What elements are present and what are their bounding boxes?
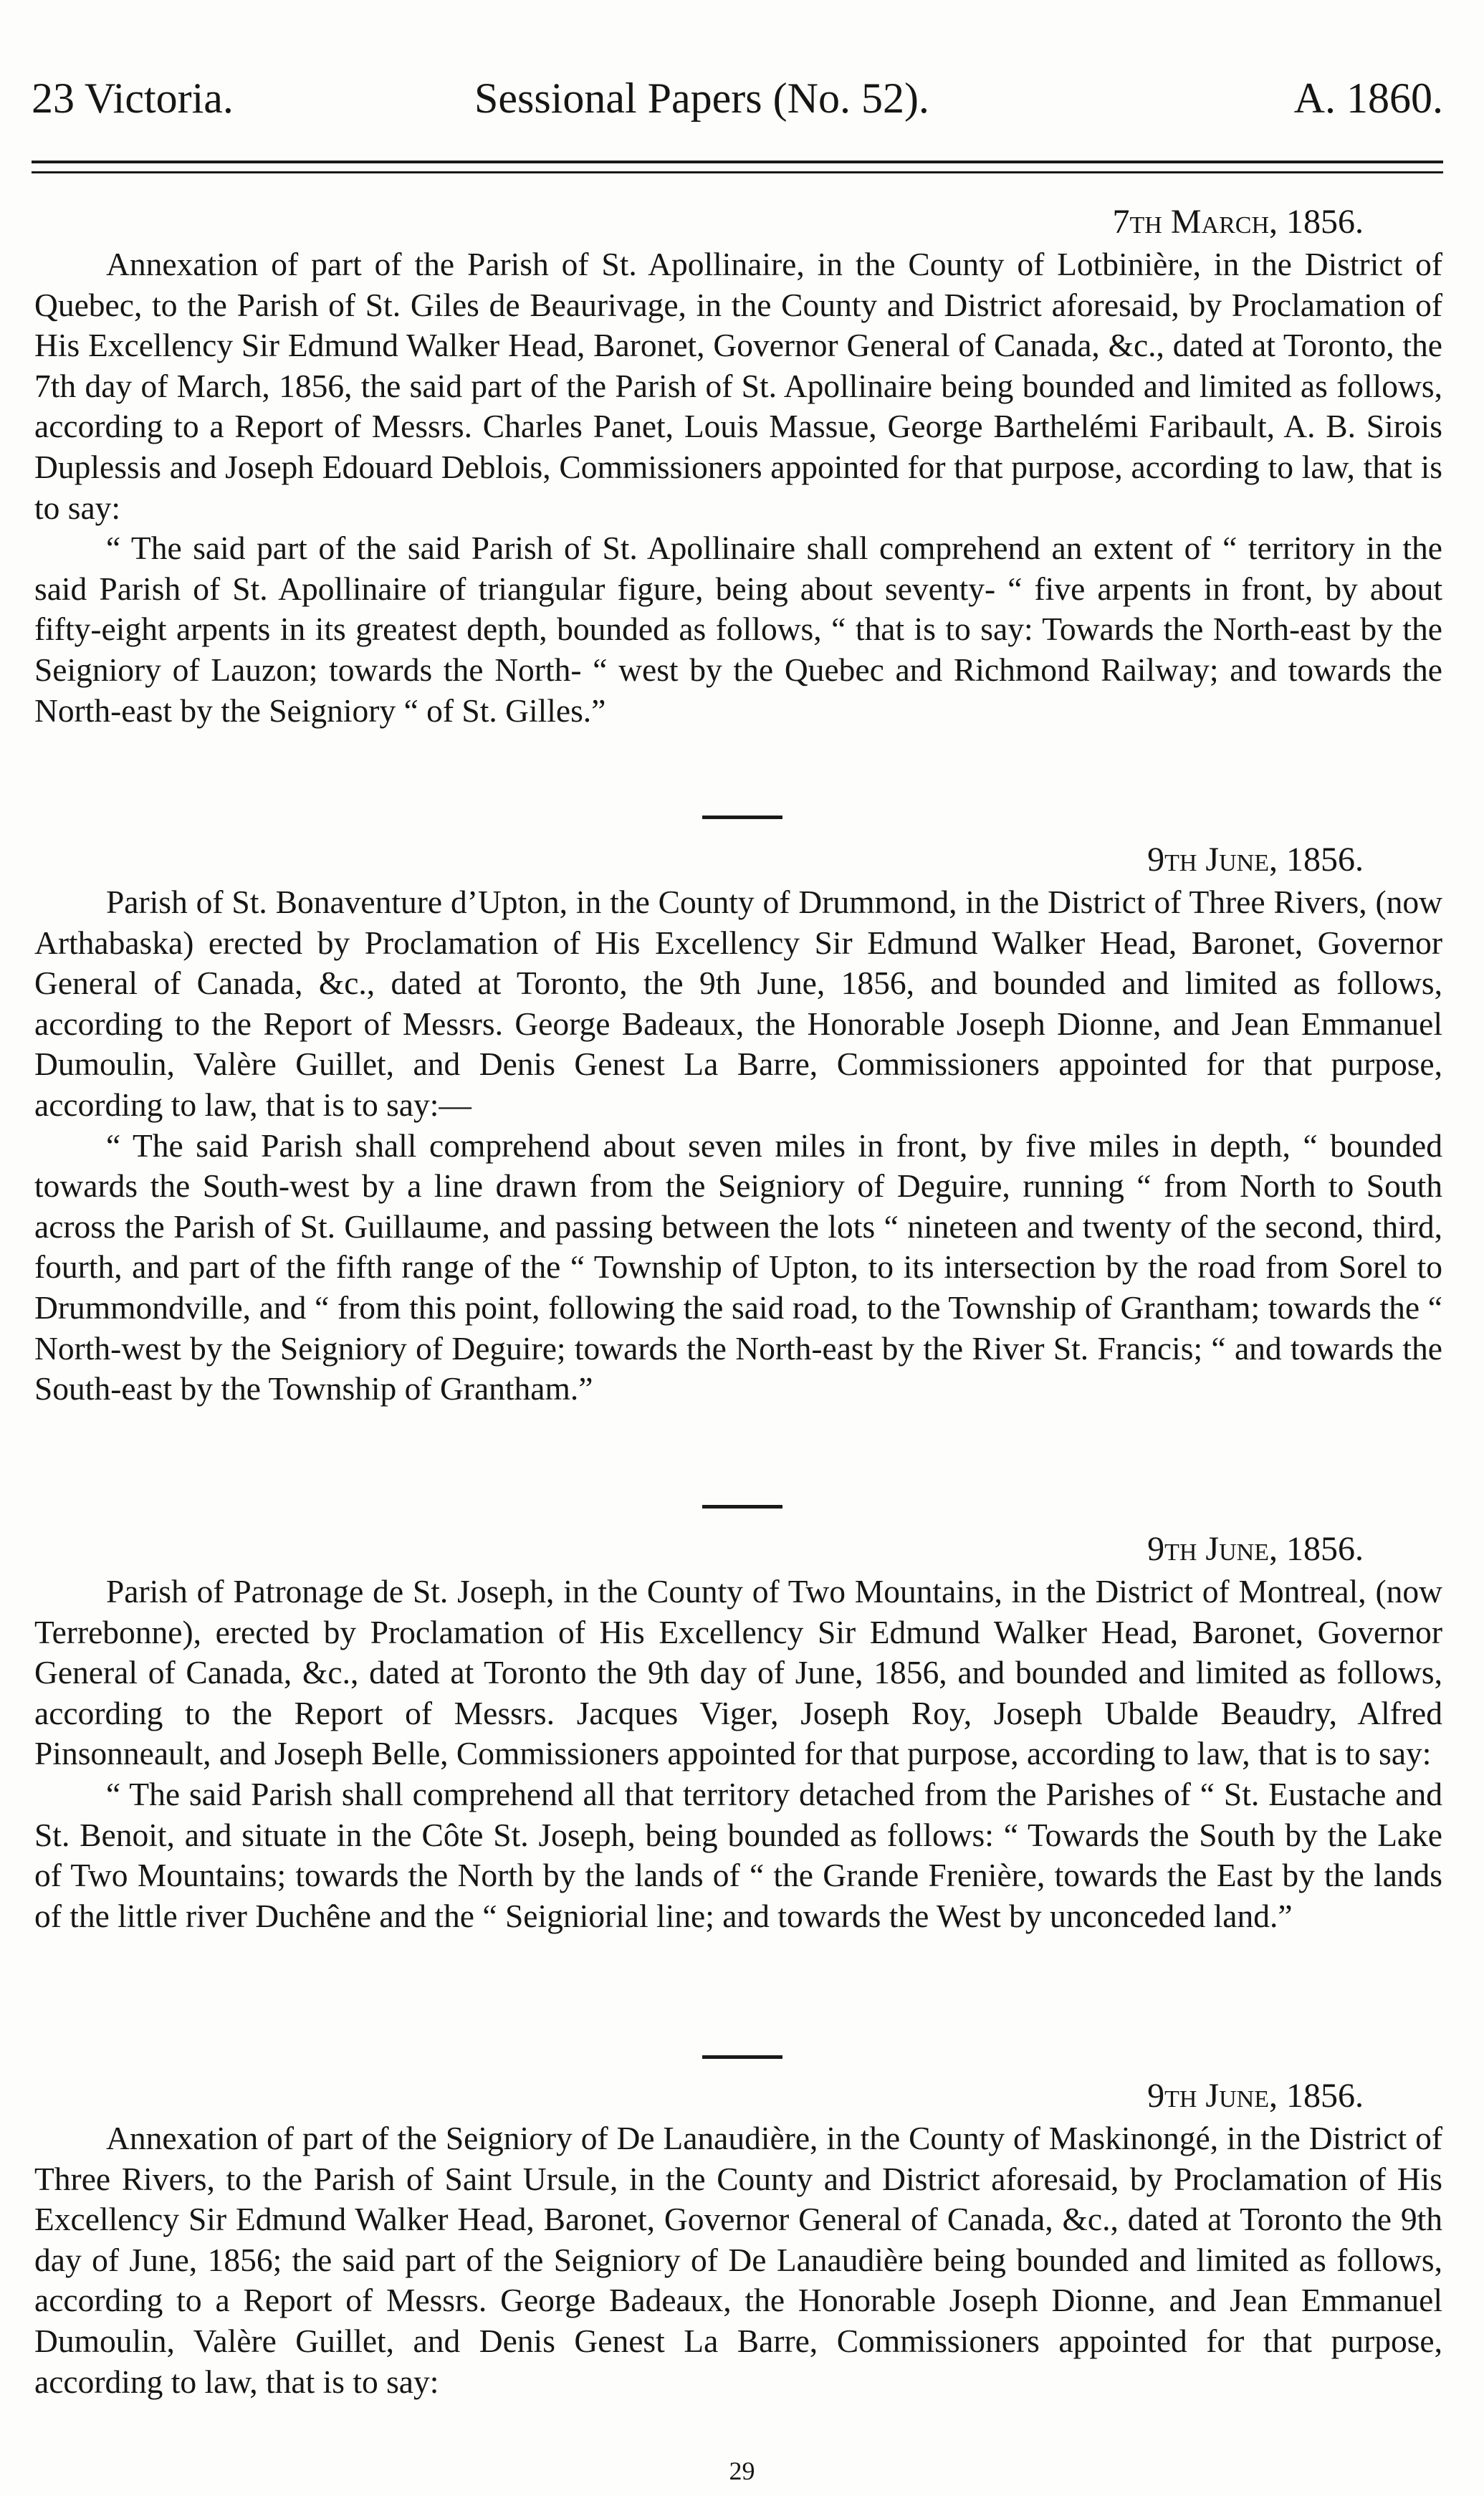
header-double-rule: [32, 161, 1443, 173]
section-paragraph: Parish of St. Bonaventure d’Upton, in the County of Drummond, in the District of Three Rivers, (now Arthabaska) erected by Proclamation of His Excellency Sir Edmund Walker Head, Baronet, Governor General of Canada, &c., dated at Toronto, the 9th June, 1856, and bounded and limited as follows, according to the Report of Messrs. George Badeaux, the Honorable Joseph Dionne, and Jean Emmanuel Dumoulin, Valère Guillet, and Denis Genest La Barre, Commissioners appointed for that purpose, according to law, that is to say:—: [34, 884, 1442, 1123]
section-quote: “ The said Parish shall comprehend all that territory detached from the Parishes of “ St. Eustache and St. Benoit, and situate in the Côte St. Joseph, being bounded as follows: “ Towards the South by the Lake of Two Mountains; towards the North by the lands of “ the Grande Frenière, towards the East by the lands of the little river Duchêne and the “ Seigniorial line; and towards the West by unconceded land.”: [34, 1775, 1442, 1934]
section-date: 9th June, 1856.: [1147, 1530, 1364, 1568]
section-4: [34, 2073, 1442, 2402]
section-date: 7th March, 1856.: [1112, 203, 1364, 241]
section-2: [34, 837, 1442, 1410]
section-3: [34, 1526, 1442, 1936]
section-1: [34, 199, 1442, 731]
page-number: 29: [729, 2457, 755, 2485]
header-year: A. 1860.: [1293, 75, 1443, 122]
running-header: [32, 66, 1443, 130]
section-paragraph: Parish of Patronage de St. Joseph, in the County of Two Mountains, in the District of Montreal, (now Terrebonne), erected by Proclamation of His Excellency Sir Edmund Walker Head, Baronet, Governor General of Canada, &c., dated at Toronto the 9th day of June, 1856, and bounded and limited as follows, according to the Report of Messrs. Jacques Viger, Joseph Roy, Joseph Ubalde Beaudry, Alfred Pinsonneault, and Joseph Belle, Commissioners appointed for that purpose, according to law, that is to say:: [34, 1573, 1442, 1772]
section-quote: “ The said Parish shall comprehend about seven miles in front, by five miles in depth, “ bounded towards the South-west by a line drawn from the Seigniory of Deguire, running “ from North to South across the Parish of St. Guillaume, and passing between the lots “ nineteen and twenty of the second, third, fourth, and part of the fifth range of the “ Township of Upton, to its intersection by the road from Sorel to Drummondville, and “ from this point, following the said road, to the Township of Grantham; towards the “ North-west by the Seigniory of Deguire; towards the North-east by the River St. Francis; “ and towards the South-east by the Township of Grantham.”: [34, 1127, 1442, 1407]
section-separator: [0, 816, 1484, 819]
section-date: 9th June, 1856.: [1147, 841, 1364, 879]
section-quote: “ The said part of the said Parish of St. Apollinaire shall comprehend an extent of “ territory in the said Parish of St. Apollinaire of triangular figure, being about seventy- “ five arpents in front, by about fifty-eight arpents in its greatest depth, bounded as follows, “ that is to say: Towards the North-east by the Seigniory of Lauzon; towards the North- “ west by the Quebec and Richmond Railway; and towards the North-east by the Seigniory “ of St. Gilles.”: [34, 530, 1442, 729]
section-paragraph: Annexation of part of the Seigniory of De Lanaudière, in the County of Maskinongé, in the District of Three Rivers, to the Parish of Saint Ursule, in the County and District aforesaid, by Proclamation of His Excellency Sir Edmund Walker Head, Baronet, Governor General of Canada, &c., dated at Toronto the 9th day of June, 1856; the said part of the Seigniory of De Lanaudière being bounded and limited as follows, according to a Report of Messrs. George Badeaux, the Honorable Joseph Dionne, and Jean Emmanuel Dumoulin, Valère Guillet, and Denis Genest La Barre, Commissioners appointed for that purpose, according to law, that is to say:: [34, 2120, 1442, 2400]
section-date: 9th June, 1856.: [1147, 2077, 1364, 2115]
section-paragraph: Annexation of part of the Parish of St. Apollinaire, in the County of Lotbinière, in the District of Quebec, to the Parish of St. Giles de Beaurivage, in the County and District aforesaid, by Proclamation of His Excellency Sir Edmund Walker Head, Baronet, Governor General of Canada, &c., dated at Toronto, the 7th day of March, 1856, the said part of the Parish of St. Apollinaire being bounded and limited as follows, according to a Report of Messrs. Charles Panet, Louis Massue, George Barthelémi Faribault, A. B. Sirois Duplessis and Joseph Edouard Deblois, Commissioners appointed for that purpose, according to law, that is to say:: [34, 246, 1442, 526]
section-separator: [0, 1505, 1484, 1508]
header-session: 23 Victoria.: [32, 75, 234, 122]
header-title: Sessional Papers (No. 52).: [474, 75, 929, 122]
section-separator: [0, 2055, 1484, 2059]
